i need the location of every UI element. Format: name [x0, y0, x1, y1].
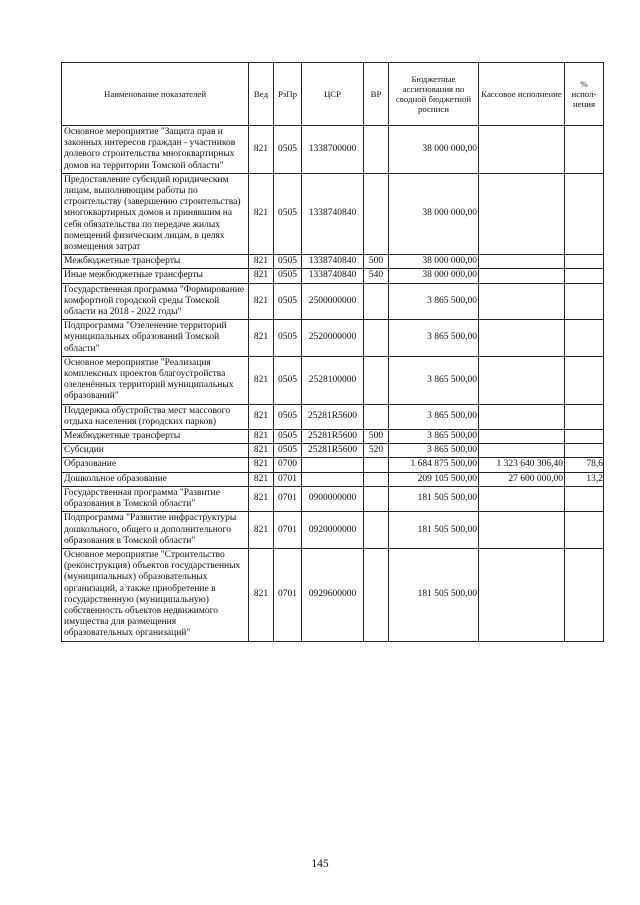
cell-rzpr: 0505	[274, 444, 302, 458]
cell-name: Государственная программа "Формирование комфортной городской среды Томской области на 2018 - 2022 годы"	[62, 283, 249, 320]
cell-vr: 500	[364, 430, 389, 444]
cell-pct	[565, 444, 604, 458]
header-pct: % испол-нения	[565, 63, 604, 126]
table-header-row	[62, 63, 604, 126]
cell-rzpr: 0701	[274, 472, 302, 486]
cell-vr	[364, 512, 389, 549]
cell-budget: 3 865 500,00	[389, 430, 479, 444]
table-row	[62, 404, 604, 429]
cell-csr: 0900000000	[302, 486, 364, 511]
table-row	[62, 320, 604, 357]
cell-ved: 821	[249, 283, 274, 320]
header-vr: ВР	[364, 63, 389, 126]
cell-name: Дошкольное образование	[62, 472, 249, 486]
cell-csr: 0920000000	[302, 512, 364, 549]
cell-cash	[479, 255, 565, 269]
cell-csr: 1338740840	[302, 255, 364, 269]
cell-vr	[364, 458, 389, 472]
table-row	[62, 255, 604, 269]
header-rzpr: РзПр	[274, 63, 302, 126]
cell-csr	[302, 472, 364, 486]
cell-cash: 1 323 640 306,40	[479, 458, 565, 472]
cell-vr	[364, 173, 389, 254]
cell-cash	[479, 320, 565, 357]
cell-ved: 821	[249, 404, 274, 429]
cell-pct	[565, 548, 604, 641]
cell-pct	[565, 173, 604, 254]
cell-pct	[565, 126, 604, 174]
cell-ved: 821	[249, 512, 274, 549]
cell-csr: 25281R5600	[302, 444, 364, 458]
cell-rzpr: 0505	[274, 126, 302, 174]
cell-rzpr: 0700	[274, 458, 302, 472]
table-body	[62, 126, 604, 642]
cell-vr	[364, 356, 389, 404]
table-row	[62, 173, 604, 254]
cell-pct	[565, 320, 604, 357]
cell-budget: 38 000 000,00	[389, 255, 479, 269]
cell-budget: 1 684 875 500,00	[389, 458, 479, 472]
cell-budget: 38 000 000,00	[389, 269, 479, 283]
cell-csr: 25281R5600	[302, 430, 364, 444]
cell-rzpr: 0505	[274, 356, 302, 404]
cell-rzpr: 0505	[274, 404, 302, 429]
cell-budget: 3 865 500,00	[389, 404, 479, 429]
cell-vr	[364, 472, 389, 486]
cell-name: Субсидии	[62, 444, 249, 458]
table-row	[62, 486, 604, 511]
cell-ved: 821	[249, 444, 274, 458]
cell-ved: 821	[249, 548, 274, 641]
cell-name: Основное мероприятие "Реализация комплексных проектов благоустройства озеленённых территорий муниципальных образований"	[62, 356, 249, 404]
cell-cash	[479, 512, 565, 549]
cell-csr	[302, 458, 364, 472]
table-row	[62, 548, 604, 641]
cell-csr: 2500000000	[302, 283, 364, 320]
cell-name: Межбюджетные трансферты	[62, 430, 249, 444]
cell-vr	[364, 126, 389, 174]
cell-csr: 1338740840	[302, 173, 364, 254]
cell-name: Иные межбюджетные трансферты	[62, 269, 249, 283]
header-ved: Вед	[249, 63, 274, 126]
table-row	[62, 444, 604, 458]
cell-pct	[565, 283, 604, 320]
table-row	[62, 458, 604, 472]
table-row	[62, 269, 604, 283]
cell-budget: 38 000 000,00	[389, 126, 479, 174]
table-row	[62, 283, 604, 320]
budget-table	[61, 62, 604, 642]
cell-cash	[479, 430, 565, 444]
cell-budget: 3 865 500,00	[389, 283, 479, 320]
cell-cash	[479, 269, 565, 283]
cell-ved: 821	[249, 458, 274, 472]
cell-ved: 821	[249, 430, 274, 444]
cell-budget: 181 505 500,00	[389, 512, 479, 549]
cell-pct	[565, 404, 604, 429]
cell-pct: 78,6	[565, 458, 604, 472]
page-number: 145	[311, 858, 329, 870]
cell-budget: 181 505 500,00	[389, 548, 479, 641]
cell-cash	[479, 486, 565, 511]
cell-ved: 821	[249, 356, 274, 404]
cell-pct	[565, 486, 604, 511]
cell-budget: 181 505 500,00	[389, 486, 479, 511]
cell-ved: 821	[249, 472, 274, 486]
cell-vr	[364, 548, 389, 641]
table-row	[62, 512, 604, 549]
cell-budget: 38 000 000,00	[389, 173, 479, 254]
table-row	[62, 126, 604, 174]
table-row	[62, 430, 604, 444]
cell-rzpr: 0505	[274, 255, 302, 269]
cell-budget: 3 865 500,00	[389, 356, 479, 404]
cell-ved: 821	[249, 486, 274, 511]
cell-pct	[565, 269, 604, 283]
cell-cash	[479, 444, 565, 458]
cell-rzpr: 0701	[274, 548, 302, 641]
cell-ved: 821	[249, 320, 274, 357]
cell-cash	[479, 548, 565, 641]
cell-vr: 540	[364, 269, 389, 283]
cell-csr: 2528100000	[302, 356, 364, 404]
cell-name: Подпрограмма "Озеленение территорий муниципальных образований Томской области"	[62, 320, 249, 357]
cell-cash	[479, 173, 565, 254]
cell-cash	[479, 404, 565, 429]
cell-csr: 1338700000	[302, 126, 364, 174]
header-csr: ЦСР	[302, 63, 364, 126]
cell-cash: 27 600 000,00	[479, 472, 565, 486]
cell-name: Поддержка обустройства мест массового отдыха населения (городских парков)	[62, 404, 249, 429]
cell-cash	[479, 126, 565, 174]
cell-vr: 520	[364, 444, 389, 458]
cell-csr: 25281R5600	[302, 404, 364, 429]
cell-budget: 3 865 500,00	[389, 444, 479, 458]
cell-ved: 821	[249, 269, 274, 283]
cell-pct	[565, 356, 604, 404]
cell-csr: 1338740840	[302, 269, 364, 283]
cell-name: Предоставление субсидий юридическим лицам, выполняющим работы по строительству (завершению строительства) многоквартирных домов и принявшим на себя обязательства по передаче жилых помещений физическим лицам, в целях возмещения затрат	[62, 173, 249, 254]
cell-ved: 821	[249, 255, 274, 269]
cell-pct	[565, 255, 604, 269]
header-name: Наименование показателей	[62, 63, 249, 126]
cell-pct	[565, 512, 604, 549]
cell-csr: 2520000000	[302, 320, 364, 357]
cell-rzpr: 0505	[274, 173, 302, 254]
cell-csr: 0929600000	[302, 548, 364, 641]
header-cash: Кассовое исполнение	[479, 63, 565, 126]
cell-name: Основное мероприятие "Защита прав и законных интересов граждан - участников долевого строительства многоквартирных домов на территории Томской области"	[62, 126, 249, 174]
cell-rzpr: 0505	[274, 283, 302, 320]
cell-budget: 209 105 500,00	[389, 472, 479, 486]
table-row	[62, 472, 604, 486]
table-row	[62, 356, 604, 404]
cell-vr	[364, 283, 389, 320]
cell-name: Подпрограмма "Развитие инфраструктуры дошкольного, общего и дополнительного образования в Томской области"	[62, 512, 249, 549]
header-budget: Бюджетные ассигнования по сводной бюджетной росписи	[389, 63, 479, 126]
cell-vr: 500	[364, 255, 389, 269]
cell-rzpr: 0505	[274, 269, 302, 283]
cell-name: Государственная программа "Развитие образования в Томской области"	[62, 486, 249, 511]
cell-rzpr: 0701	[274, 486, 302, 511]
cell-rzpr: 0505	[274, 320, 302, 357]
cell-pct: 13,2	[565, 472, 604, 486]
cell-cash	[479, 283, 565, 320]
cell-vr	[364, 320, 389, 357]
cell-pct	[565, 430, 604, 444]
cell-name: Основное мероприятие "Строительство (реконструкция) объектов государственных (муниципальных) образовательных организаций, а также приобретение в государственную (муниципальную) собственность объектов недвижимого имущества для размещения образовательных организаций"	[62, 548, 249, 641]
cell-ved: 821	[249, 173, 274, 254]
cell-cash	[479, 356, 565, 404]
cell-budget: 3 865 500,00	[389, 320, 479, 357]
cell-ved: 821	[249, 126, 274, 174]
cell-name: Межбюджетные трансферты	[62, 255, 249, 269]
cell-vr	[364, 404, 389, 429]
cell-name: Образование	[62, 458, 249, 472]
cell-rzpr: 0701	[274, 512, 302, 549]
cell-rzpr: 0505	[274, 430, 302, 444]
cell-vr	[364, 486, 389, 511]
